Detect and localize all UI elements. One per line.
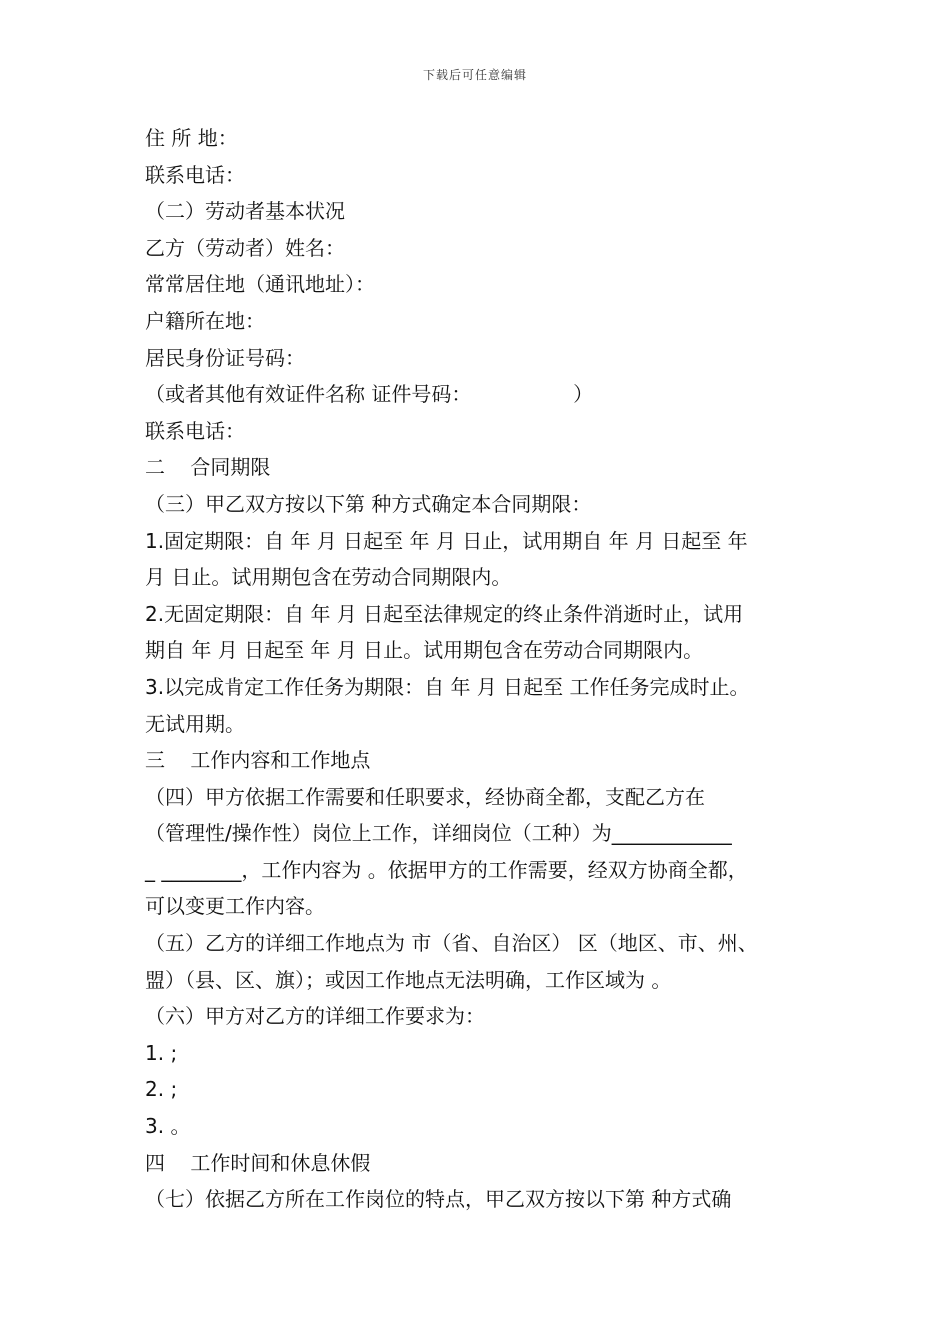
text-line: _ ________，工作内容为 。依据甲方的工作需要，经双方协商全都， [145,857,748,882]
text-line: （或者其他有效证件名称 证件号码： ） [145,382,594,407]
text-line: 可以变更工作内容。 [145,894,325,919]
text-line: 2. ; [145,1077,178,1102]
section-heading: 四 工作时间和休息休假 [145,1150,371,1175]
text-line: （七）依据乙方所在工作岗位的特点，甲乙双方按以下第 种方式确 [145,1187,732,1212]
text-line: （五）乙方的详细工作地点为 市（省、自治区） 区（地区、市、州、 [145,931,758,956]
text-line: 联系电话： [145,162,245,187]
text-line: 月 日止。试用期包含在劳动合同期限内。 [145,565,512,590]
text-line: （三）甲乙双方按以下第 种方式确定本合同期限： [145,491,592,516]
text-line: 3. 。 [145,1114,191,1139]
text-line: 1.固定期限：自 年 月 日起至 年 月 日止，试用期自 年 月 日起至 年 [145,528,748,553]
text-line: 居民身份证号码： [145,345,305,370]
section-heading: 二 合同期限 [145,455,271,480]
text-line: （管理性/操作性）岗位上工作，详细岗位（工种）为____________ [145,821,732,846]
section-heading: （二）劳动者基本状况 [145,199,345,224]
text-line: 1. ; [145,1040,178,1065]
text-line: 盟）（县、区、旗）；或因工作地点无法明确，工作区域为 。 [145,967,672,992]
section-heading: 三 工作内容和工作地点 [145,748,371,773]
text-line: 期自 年 月 日起至 年 月 日止。试用期包含在劳动合同期限内。 [145,638,704,663]
text-line: 乙方（劳动者）姓名： [145,235,345,260]
text-line: 3.以完成肯定工作任务为期限：自 年 月 日起至 工作任务完成时止。 [145,674,750,699]
text-line: 联系电话： [145,418,245,443]
document-body [145,120,835,1218]
page-header: 下载后可任意编辑 [422,68,527,82]
text-line: （六）甲方对乙方的详细工作要求为： [145,1004,485,1029]
text-line: 常常居住地（通讯地址）： [145,272,375,297]
text-line: （四）甲方依据工作需要和任职要求，经协商全都，支配乙方在 [145,784,705,809]
text-line: 住 所 地： [145,126,238,150]
text-line: 2.无固定期限：自 年 月 日起至法律规定的终止条件消逝时止，试用 [145,601,744,626]
text-line: 户籍所在地： [145,308,265,333]
text-line: 无试用期。 [145,711,245,736]
